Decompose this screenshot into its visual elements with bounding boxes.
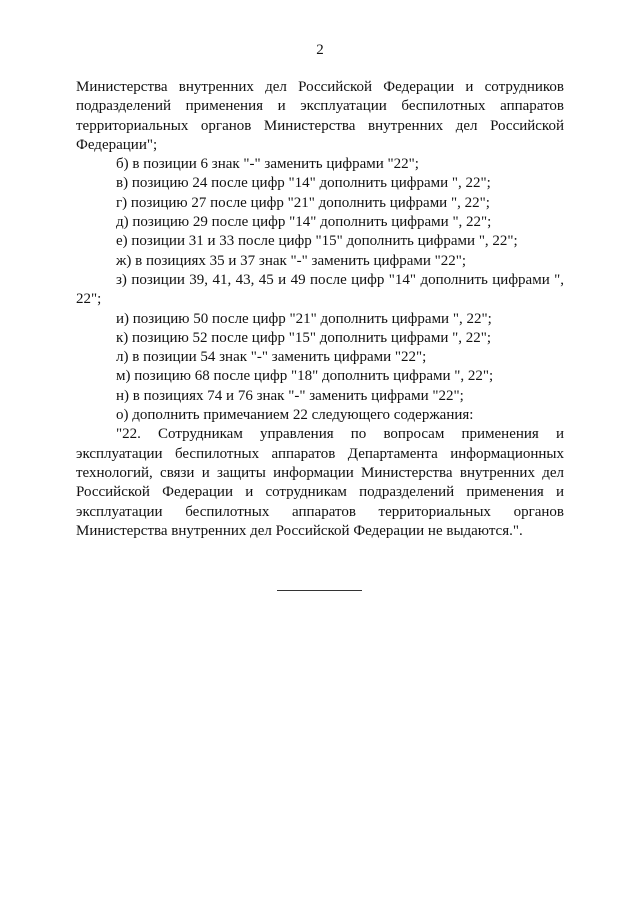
list-item-z: з) позиции 39, 41, 43, 45 и 49 после цифр "14" дополнить цифрами ", 22";	[76, 271, 564, 308]
list-item-n: н) в позициях 74 и 76 знак "-" заменить цифрами "22";	[116, 387, 464, 404]
document-body	[76, 78, 564, 541]
list-item-zh: ж) в позициях 35 и 37 знак "-" заменить цифрами "22";	[116, 252, 467, 269]
list-item-i: и) позицию 50 после цифр "21" дополнить цифрами ", 22";	[116, 310, 492, 327]
page-number: 2	[316, 42, 324, 58]
note-22-text: "22. Сотрудникам управления по вопросам применения и эксплуатации беспилотных аппаратов Департамента информационных технологий, связи и защиты информации Министерства внутренних дел Российской Федерации и сотрудникам подразделений применения и эксплуатации беспилотных аппаратов территориальных органов Министерства внутренних дел Российской Федерации не выдаются.".	[76, 426, 564, 539]
list-item-m: м) позицию 68 после цифр "18" дополнить цифрами ", 22";	[116, 368, 494, 385]
paragraph-continuation: Министерства внутренних дел Российской Федерации и сотрудников подразделений применения и эксплуатации беспилотных аппаратов территориальных органов Министерства внутренних дел Российской Федерации";	[76, 79, 564, 153]
list-item-k: к) позицию 52 после цифр "15" дополнить цифрами ", 22";	[116, 329, 492, 346]
list-item-l: л) в позиции 54 знак "-" заменить цифрами "22";	[116, 349, 427, 366]
list-item-v: в) позицию 24 после цифр "14" дополнить цифрами ", 22";	[116, 175, 491, 192]
list-item-b: б) в позиции 6 знак "-" заменить цифрами "22";	[116, 156, 419, 173]
end-divider	[277, 590, 362, 591]
list-item-d: д) позицию 29 после цифр "14" дополнить цифрами ", 22";	[116, 214, 492, 231]
list-item-g: г) позицию 27 после цифр "21" дополнить цифрами ", 22";	[116, 194, 490, 211]
list-item-o: о) дополнить примечанием 22 следующего содержания:	[116, 407, 474, 424]
list-item-e: е) позиции 31 и 33 после цифр "15" дополнить цифрами ", 22";	[116, 233, 518, 250]
